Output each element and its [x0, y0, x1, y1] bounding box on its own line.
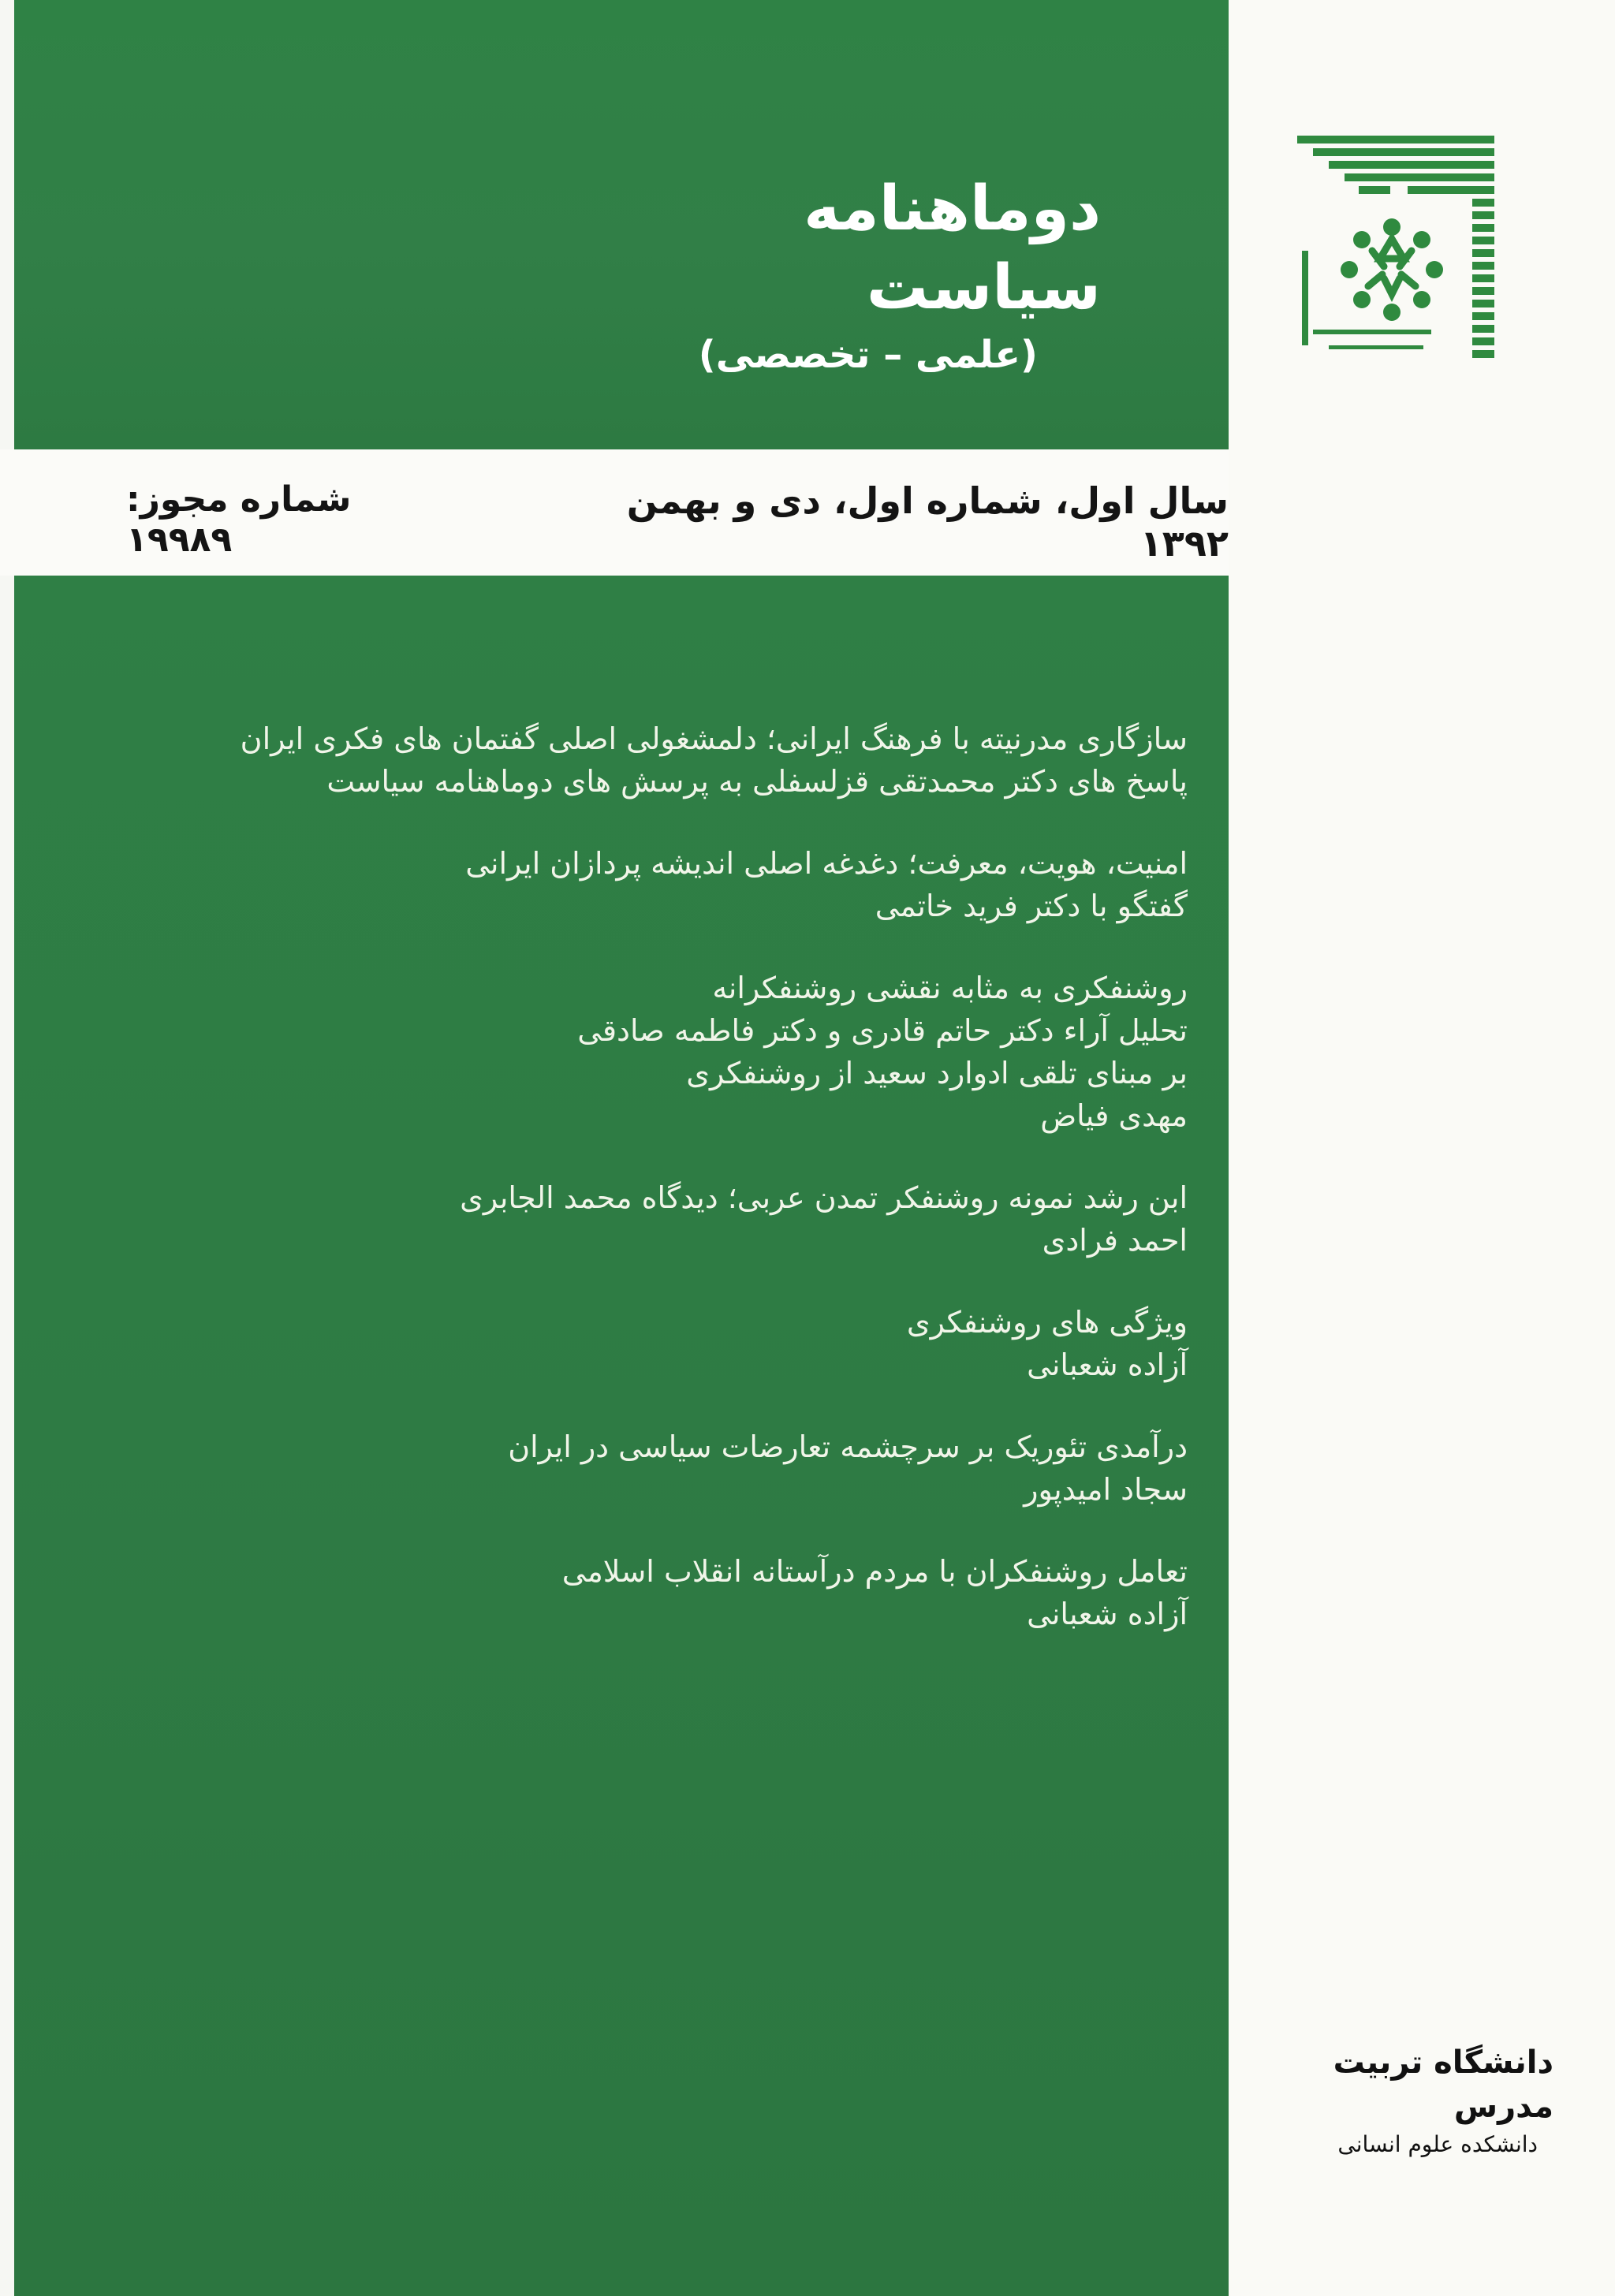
- toc-item: [44, 842, 1188, 927]
- toc-item: [44, 967, 1188, 1137]
- toc-article-title: امنیت، هویت، معرفت؛ دغدغه اصلی اندیشه پردازان ایرانی: [465, 846, 1188, 881]
- toc-article-title: درآمدی تئوریک بر سرچشمه تعارضات سیاسی در ایران: [508, 1429, 1188, 1464]
- toc-article-title: سازگاری مدرنیته با فرهنگ ایرانی؛ دلمشغولی اصلی گفتمان های فکری ایران: [240, 721, 1188, 756]
- journal-title: دوماهنامه سیاست: [804, 173, 1101, 323]
- toc-article-title: ابن رشد نمونه روشنفکر تمدن عربی؛ دیدگاه محمد الجابری: [460, 1180, 1188, 1215]
- toc-article-subtitle: بر مبنای تلقی ادوارد سعید از روشنفکری: [686, 1056, 1188, 1090]
- toc-article-author: آزاده شعبانی: [1027, 1597, 1188, 1631]
- publisher-name: دانشگاه تربیت مدرس: [1333, 2044, 1553, 2125]
- toc-item: [44, 1301, 1188, 1386]
- cover-title-block: [549, 170, 1101, 382]
- toc-article-author: آزاده شعبانی: [1027, 1347, 1188, 1382]
- toc-item: [44, 1426, 1188, 1511]
- toc-item: [44, 1550, 1188, 1635]
- toc-article-author: سجاد امیدپور: [1024, 1472, 1188, 1507]
- toc-article-title: ویژگی های روشنفکری: [906, 1305, 1188, 1340]
- toc-article-title: تعامل روشنفکران با مردم درآستانه انقلاب اسلامی: [561, 1554, 1188, 1589]
- toc-article-author: پاسخ های دکتر محمدتقی قزلسفلی به پرسش های دوماهنامه سیاست: [326, 764, 1188, 799]
- publisher-faculty: دانشکده علوم انسانی: [1337, 2131, 1538, 2157]
- toc-item: [44, 718, 1188, 803]
- university-emblem-icon: [1266, 132, 1502, 393]
- table-of-contents: [44, 718, 1188, 1675]
- journal-subtitle: (علمی – تخصصی): [698, 333, 1038, 377]
- publisher-block: [1230, 2041, 1553, 2160]
- toc-article-title: روشنفکری به مثابه نقشی روشنفکرانه: [712, 971, 1188, 1005]
- issue-info: سال اول، شماره اول، دی و بهمن ۱۳۹۲: [626, 479, 1229, 565]
- toc-article-author: مهدی فیاض: [1040, 1098, 1188, 1133]
- toc-article-author: گفتگو با دکتر فرید خاتمی: [875, 889, 1188, 923]
- toc-item: [44, 1176, 1188, 1262]
- toc-article-author: احمد فرادی: [1042, 1223, 1188, 1258]
- license-number: شماره مجوز: ۱۹۹۸۹: [126, 479, 352, 560]
- toc-article-subtitle: تحلیل آراء دکتر حاتم قادری و دکتر فاطمه صادقی: [577, 1013, 1188, 1048]
